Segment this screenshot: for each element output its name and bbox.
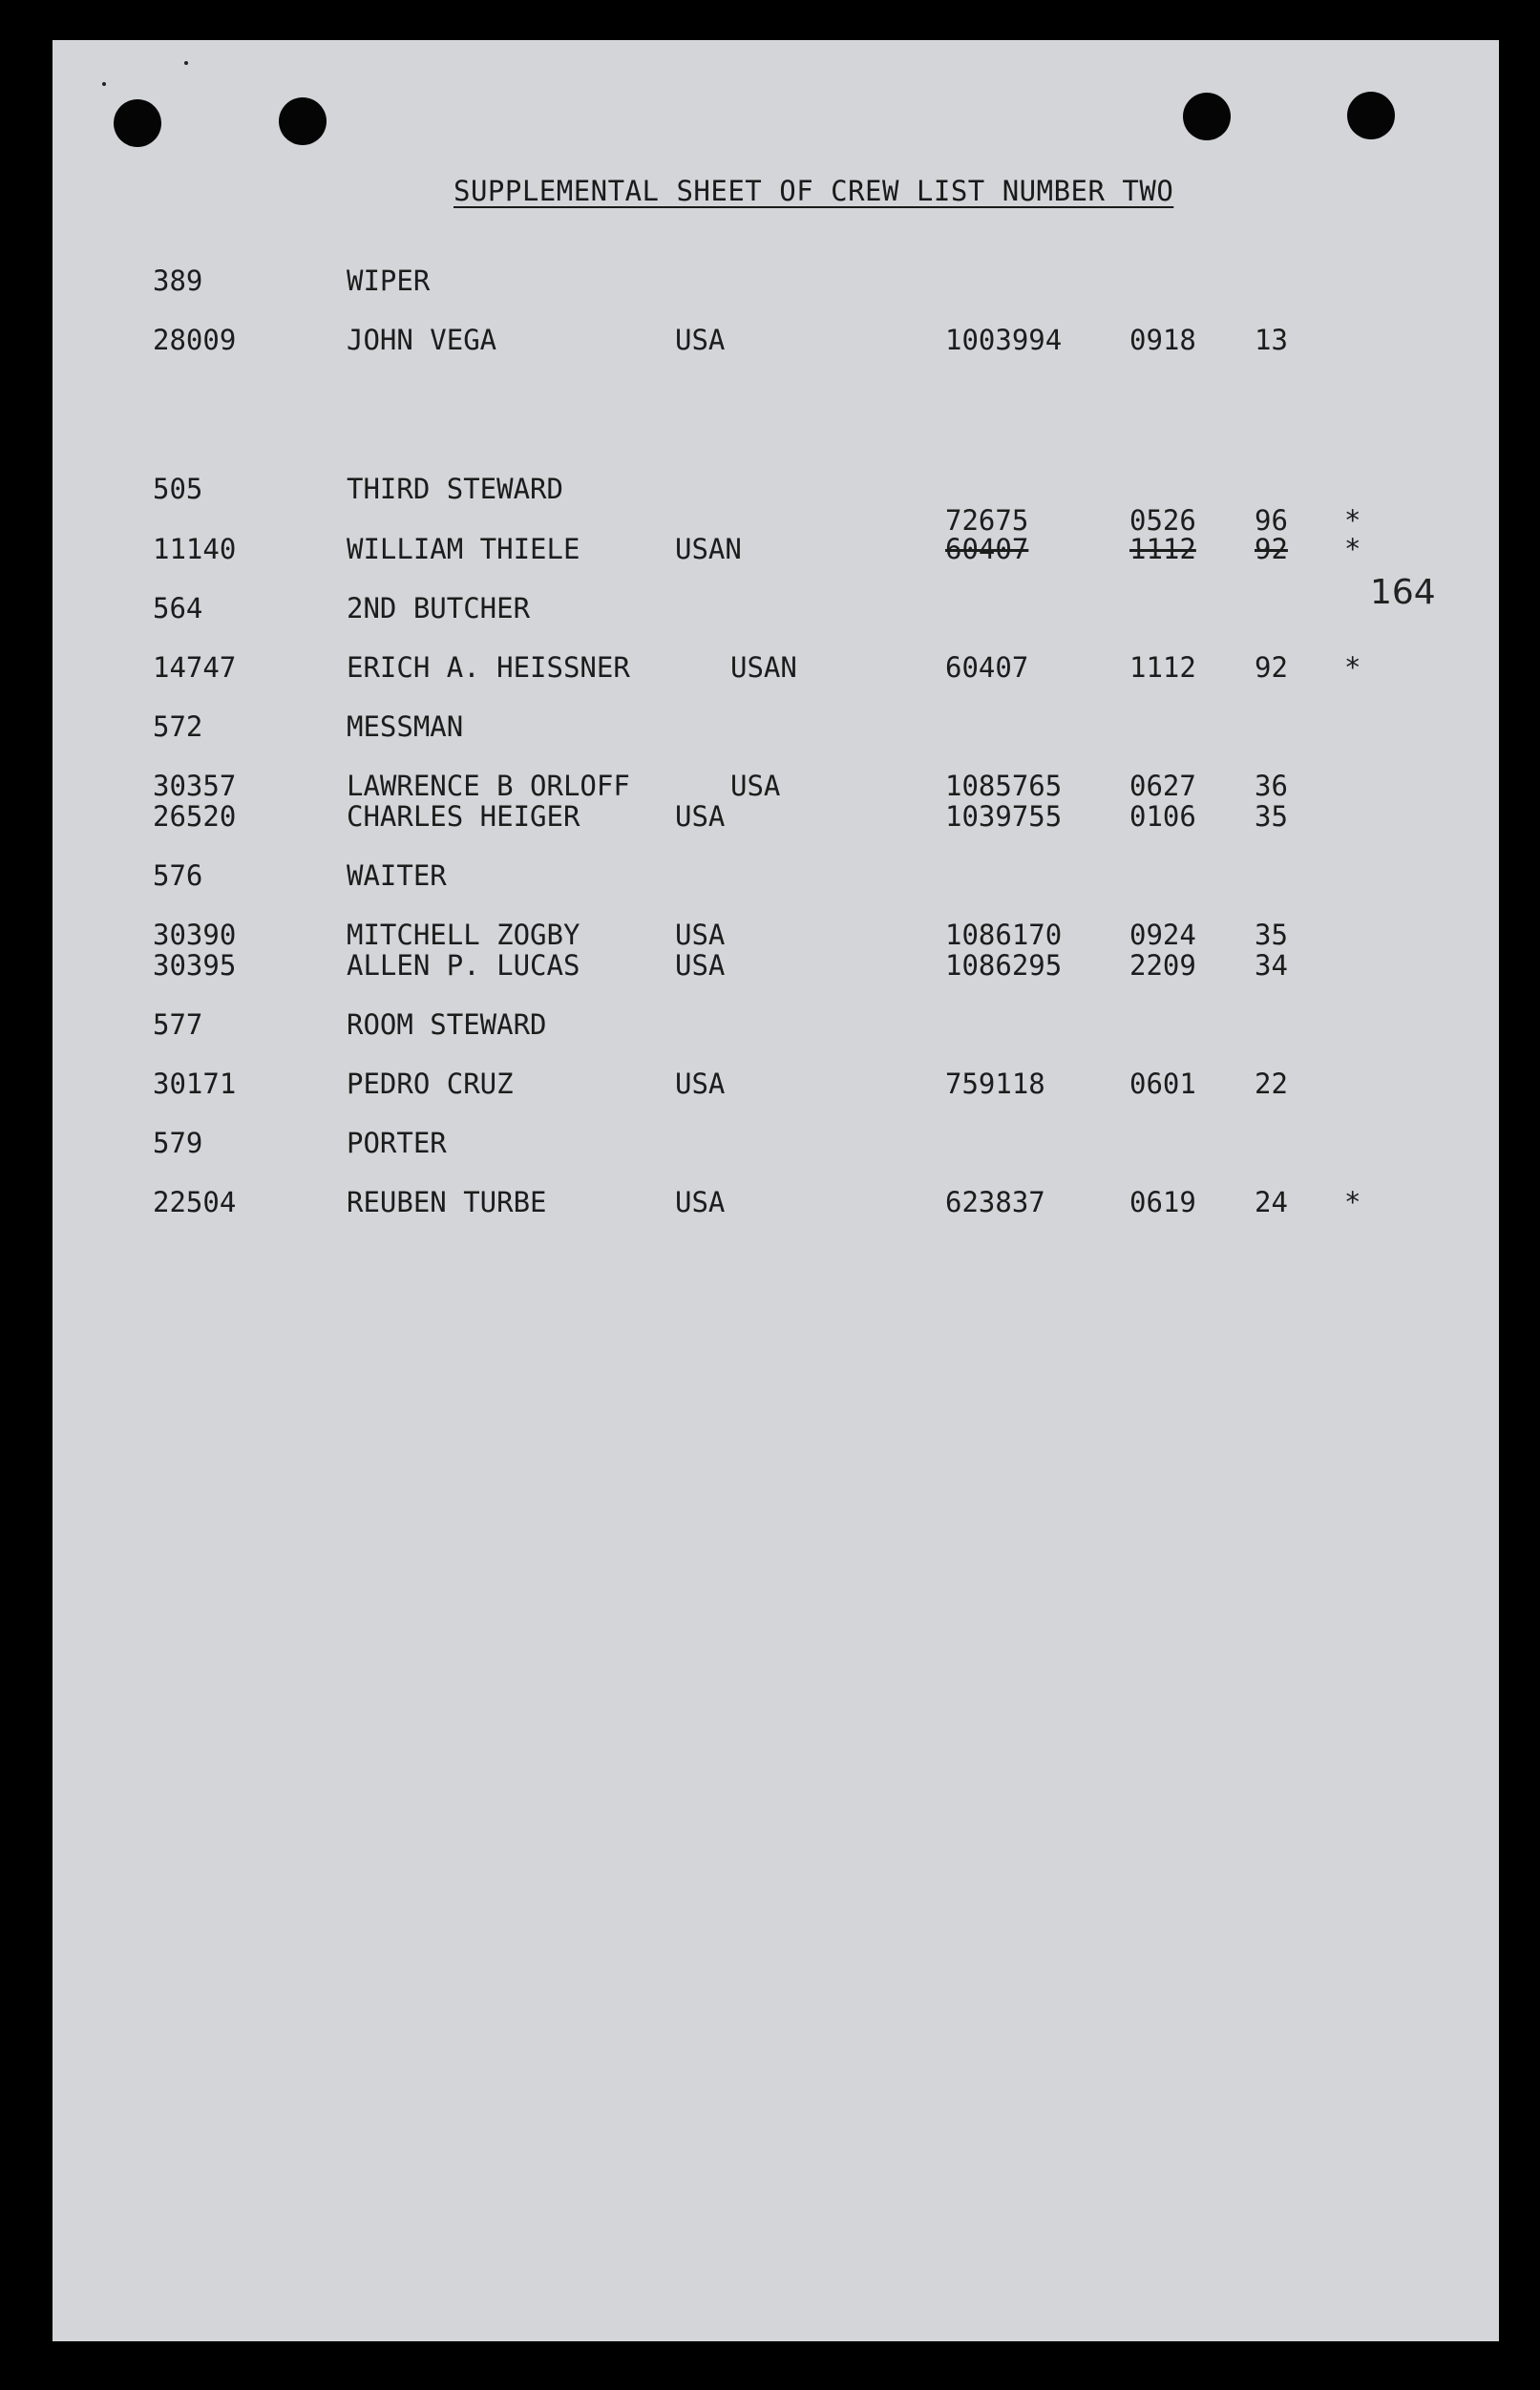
- crew-age: 34: [1255, 949, 1288, 982]
- crew-name: REUBEN TURBE: [347, 1186, 547, 1218]
- crew-code: 1112: [1129, 533, 1196, 565]
- crew-nat: USAN: [730, 651, 797, 684]
- crew-mark: *: [1344, 533, 1361, 565]
- crew-code: 0106: [1129, 800, 1196, 833]
- crew-mark: *: [1344, 504, 1361, 537]
- crew-num: 1086170: [945, 919, 1063, 951]
- crew-name: 2ND BUTCHER: [347, 592, 531, 624]
- crew-code: 0918: [1129, 324, 1196, 356]
- crew-age: 24: [1255, 1186, 1288, 1218]
- crew-nat: USA: [675, 1068, 726, 1100]
- crew-code: 0627: [1129, 770, 1196, 802]
- crew-name: JOHN VEGA: [347, 324, 497, 356]
- crew-nat: USA: [675, 324, 726, 356]
- crew-age: 36: [1255, 770, 1288, 802]
- crew-name: PORTER: [347, 1127, 447, 1159]
- crew-id: 579: [153, 1127, 203, 1159]
- crew-num: 1003994: [945, 324, 1063, 356]
- crew-id: 564: [153, 592, 203, 624]
- crew-id: 505: [153, 473, 203, 505]
- crew-num: 1039755: [945, 800, 1063, 833]
- page-number: 164: [1370, 573, 1436, 612]
- crew-name: CHARLES HEIGER: [347, 800, 580, 833]
- crew-id: 30390: [153, 919, 237, 951]
- crew-name: WIPER: [347, 264, 431, 297]
- crew-code: 0924: [1129, 919, 1196, 951]
- crew-age: 22: [1255, 1068, 1288, 1100]
- crew-id: 22504: [153, 1186, 237, 1218]
- crew-age: 96: [1255, 504, 1288, 537]
- ink-speck: [102, 82, 106, 86]
- crew-id: 30171: [153, 1068, 237, 1100]
- crew-name: LAWRENCE B ORLOFF: [347, 770, 630, 802]
- crew-nat: USA: [675, 949, 726, 982]
- crew-age: 35: [1255, 919, 1288, 951]
- crew-num: 60407: [945, 651, 1029, 684]
- crew-nat: USA: [675, 919, 726, 951]
- crew-name: PEDRO CRUZ: [347, 1068, 514, 1100]
- crew-id: 30395: [153, 949, 237, 982]
- crew-nat: USA: [675, 800, 726, 833]
- document-title: SUPPLEMENTAL SHEET OF CREW LIST NUMBER TWO: [454, 175, 1174, 207]
- crew-id: 14747: [153, 651, 237, 684]
- crew-id: 28009: [153, 324, 237, 356]
- punch-hole-4: [1347, 92, 1395, 139]
- crew-id: 389: [153, 264, 203, 297]
- crew-code: 1112: [1129, 651, 1196, 684]
- crew-age: 92: [1255, 651, 1288, 684]
- crew-mark: *: [1344, 1186, 1361, 1218]
- crew-id: 577: [153, 1008, 203, 1041]
- crew-nat: USA: [675, 1186, 726, 1218]
- crew-id: 572: [153, 710, 203, 743]
- crew-id: 30357: [153, 770, 237, 802]
- crew-code: 0619: [1129, 1186, 1196, 1218]
- punch-hole-3: [1183, 93, 1231, 140]
- crew-code: 0601: [1129, 1068, 1196, 1100]
- crew-num: 623837: [945, 1186, 1045, 1218]
- crew-id: 26520: [153, 800, 237, 833]
- crew-name: ROOM STEWARD: [347, 1008, 547, 1041]
- crew-code: 2209: [1129, 949, 1196, 982]
- crew-name: WAITER: [347, 859, 447, 892]
- crew-code: 0526: [1129, 504, 1196, 537]
- crew-nat: USAN: [675, 533, 742, 565]
- crew-name: MITCHELL ZOGBY: [347, 919, 580, 951]
- crew-name: ALLEN P. LUCAS: [347, 949, 580, 982]
- crew-id: 11140: [153, 533, 237, 565]
- crew-num: 60407: [945, 533, 1029, 565]
- crew-nat: USA: [730, 770, 781, 802]
- crew-num: 1086295: [945, 949, 1063, 982]
- punch-hole-2: [279, 97, 327, 145]
- crew-mark: *: [1344, 651, 1361, 684]
- crew-name: WILLIAM THIELE: [347, 533, 580, 565]
- crew-name: ERICH A. HEISSNER: [347, 651, 630, 684]
- crew-id: 576: [153, 859, 203, 892]
- crew-name: THIRD STEWARD: [347, 473, 563, 505]
- crew-num: 1085765: [945, 770, 1063, 802]
- crew-age: 13: [1255, 324, 1288, 356]
- crew-age: 92: [1255, 533, 1288, 565]
- punch-hole-1: [114, 99, 161, 147]
- crew-name: MESSMAN: [347, 710, 464, 743]
- crew-num: 72675: [945, 504, 1029, 537]
- crew-age: 35: [1255, 800, 1288, 833]
- ink-speck: [184, 61, 188, 65]
- crew-num: 759118: [945, 1068, 1045, 1100]
